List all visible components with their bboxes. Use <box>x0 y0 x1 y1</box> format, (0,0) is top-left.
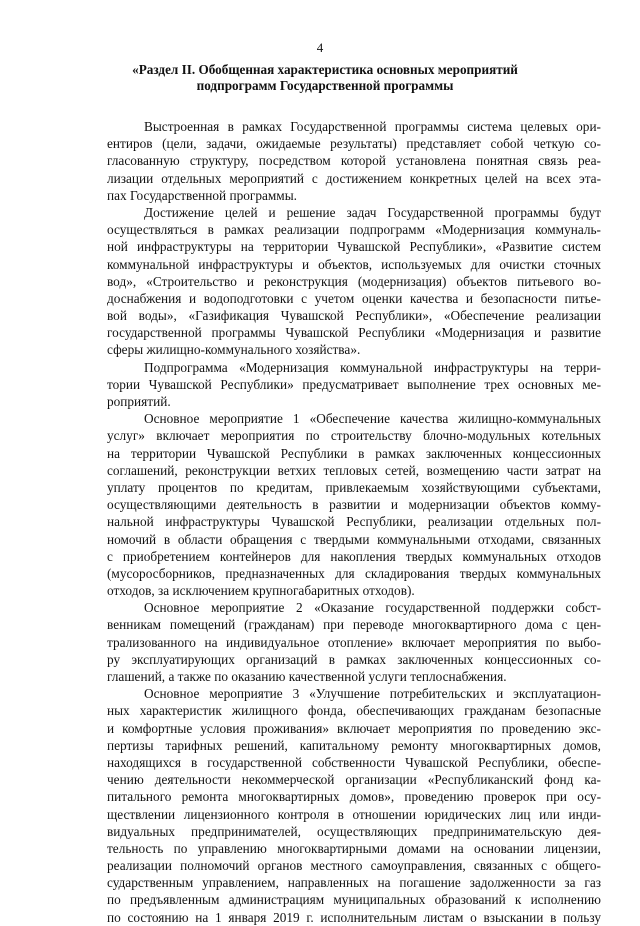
paragraph-line: уплату процентов по кредитам, привлекаемым хозяйствующими субъектами, <box>107 479 601 495</box>
paragraph-line: пах Государственной программы. <box>107 187 297 203</box>
document-body <box>107 118 601 926</box>
page-number: 4 <box>316 40 324 55</box>
paragraph-line: сударственным управлением, направленных на погашение задолженности за газ <box>107 875 601 891</box>
paragraph-line: видуальных предпринимателей, осуществляющих предпринимательскую дея- <box>107 823 601 839</box>
paragraph <box>107 204 601 359</box>
section-heading <box>120 62 530 94</box>
paragraph-line: государственной программы Чувашской Республики «Модернизация и развитие <box>107 325 601 341</box>
paragraph-line: по предъявленным администрациям муниципальных образований к исполнению <box>107 892 601 908</box>
paragraph-line: ществлении лицензионного контроля в отношении юридических лиц или инди- <box>107 806 601 822</box>
paragraph-line: вой воды», «Газификация Чувашской Республики», «Обеспечение реализации <box>107 308 601 324</box>
paragraph-line: тории Чувашской Республики» предусматривает выполнение трех основных ме- <box>107 376 601 392</box>
paragraph-line: реализации полномочий органов местного самоуправления, связанных с общего- <box>107 858 601 874</box>
paragraph-line: находящихся в государственной собственности Чувашской Республики, обеспе- <box>107 754 601 770</box>
paragraph-line: трализованного на индивидуальное отопление» включает мероприятия по выбо- <box>107 634 601 650</box>
paragraph-line: чению деятельности некоммерческой организации «Республиканский фонд ка- <box>107 772 601 788</box>
paragraph-line: сферы жилищно-коммунального хозяйства». <box>107 342 361 358</box>
paragraph-line: ных характеристик жилищного фонда, обеспечивающих гражданам безопасные <box>107 703 601 719</box>
paragraph-line: (мусоросборников, предназначенных для складирования твердых коммунальных <box>107 565 601 581</box>
paragraph-line: тельность по управлению многоквартирными домами на основании лицензии, <box>107 840 601 856</box>
paragraph <box>107 359 601 411</box>
paragraph <box>107 599 601 685</box>
paragraph-line: глашений, а также по оказанию качественной услуги теплоснабжения. <box>107 669 507 684</box>
paragraph-line: услуг» включает мероприятия по строительству блочно-модульных котельных <box>107 428 601 444</box>
paragraph-line: гласованную структуру, посредством которой установлена понятная связь реа- <box>107 153 601 169</box>
paragraph-line: питального ремонта многоквартирных домов», проведению проверок при осу- <box>107 789 601 805</box>
paragraph-line: осуществляться в рамках реализации подпрограмм «Модернизация коммуналь- <box>107 222 601 238</box>
paragraph-line: Выстроенная в рамках Государственной программы система целевых ори- <box>144 119 601 134</box>
paragraph-line: номочий в области обращения с твердыми коммунальными отходами, связанных <box>107 531 601 547</box>
paragraph-line: коммунальной инфраструктуры и объектов, используемых для очистки сточных <box>107 256 601 272</box>
paragraph-line: ру эксплуатирующих организаций в рамках заключенных концессионных со- <box>107 651 601 667</box>
paragraph-line: роприятий. <box>107 394 171 409</box>
paragraph-line: нальной инфраструктуры Чувашской Республики, реализации отдельных пол- <box>107 514 601 530</box>
paragraph-line: Основное мероприятие 1 «Обеспечение качества жилищно-коммунальных <box>144 411 601 427</box>
paragraph-line: осуществляющими деятельность в развитии и модернизации объектов комму- <box>107 497 601 513</box>
paragraph-line: на территории Чувашской Республики в рамках заключенных концессионных <box>107 445 601 461</box>
paragraph <box>107 410 601 599</box>
paragraph-line: вод», «Строительство и реконструкция (модернизация) объектов питьевого во- <box>107 273 601 289</box>
paragraph <box>107 118 601 204</box>
paragraph-line: соглашений, реконструкции ветхих тепловых сетей, возмещению части затрат на <box>107 462 601 478</box>
paragraph-line: венникам помещений (гражданам) при переводе многоквартирного дома с цен- <box>107 617 601 633</box>
paragraph-line: Основное мероприятие 2 «Оказание государственной поддержки собст- <box>144 600 601 616</box>
paragraph-line: с приобретением контейнеров для накопления твердых коммунальных отходов <box>107 548 601 564</box>
paragraph-line: лизации отдельных мероприятий с достижением конкретных целей на всех эта- <box>107 170 601 186</box>
paragraph-line: доснабжения и водоподготовки с учетом оценки качества и безопасности питье- <box>107 290 601 306</box>
paragraph-line: Подпрограмма «Модернизация коммунальной инфраструктуры на терри- <box>144 359 601 375</box>
paragraph-line: ентиров (цели, задачи, ожидаемые результаты) представляет собой четкую со- <box>107 136 601 152</box>
paragraph-line: и комфортные условия проживания» включает мероприятия по проведению экс- <box>107 720 601 736</box>
paragraph-line: Достижение целей и решение задач Государственной программы будут <box>144 204 601 220</box>
paragraph-line: по состоянию на 1 января 2019 г. исполнительным листам о взыскании в пользу <box>107 909 601 925</box>
paragraph <box>107 685 601 926</box>
paragraph-line: отходов, за исключением крупногабаритных отходов). <box>107 583 415 599</box>
section-heading-line: «Раздел II. Обобщенная характеристика основных мероприятий <box>132 62 518 77</box>
paragraph-line: ной инфраструктуры на территории Чувашской Республики», «Развитие систем <box>107 239 601 255</box>
paragraph-line: Основное мероприятие 3 «Улучшение потребительских и эксплуатацион- <box>144 686 601 702</box>
paragraph-line: пертизы тарифных решений, капитальному ремонту многоквартирных домов, <box>107 737 601 753</box>
section-heading-line: подпрограмм Государственной программы <box>196 78 454 93</box>
